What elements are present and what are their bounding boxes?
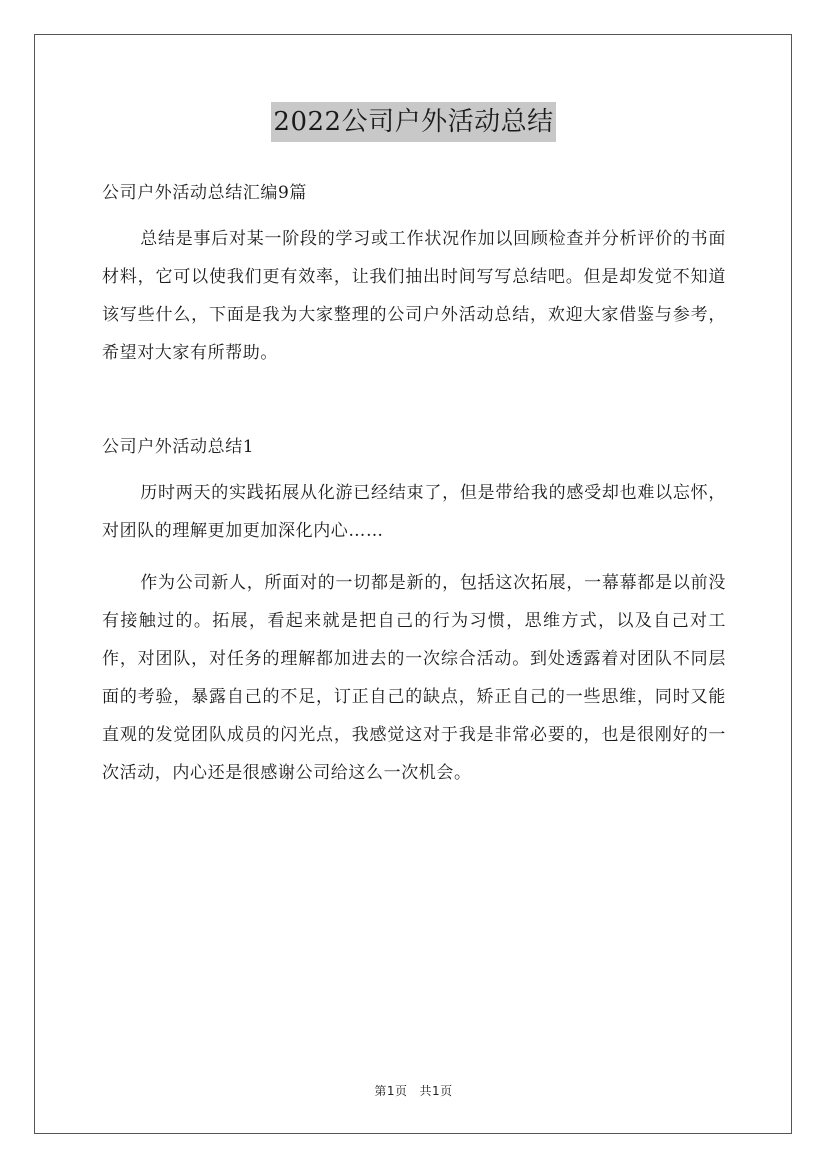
page-total: 共1页 bbox=[419, 1084, 453, 1098]
document-subtitle: 公司户外活动总结汇编9篇 bbox=[102, 183, 308, 203]
page-footer bbox=[0, 1082, 827, 1099]
body-paragraph-2: 作为公司新人，所面对的一切都是新的，包括这次拓展，一幕幕都是以前没有接触过的。拓展，看起来就是把自己的行为习惯，思维方式，以及自己对工作，对团队，对任务的理解都加进去的一次综合活动。到处透露着对团队不同层面的考验，暴露自己的不足，订正自己的缺点，矫正自己的一些思维，同时又能直观的发觉团队成员的闪光点，我感觉这对于我是非常必要的，也是很刚好的一次活动，内心还是很感谢公司给这么一次机会。 bbox=[102, 573, 726, 783]
section-heading: 公司户外活动总结1 bbox=[102, 437, 255, 457]
page-number: 第1页 bbox=[374, 1084, 408, 1098]
title-container bbox=[0, 102, 827, 142]
document-title: 2022公司户外活动总结 bbox=[271, 102, 555, 142]
section-spacer bbox=[102, 372, 726, 428]
intro-paragraph: 总结是事后对某一阶段的学习或工作状况作加以回顾检查并分析评价的书面材料，它可以使我们更有效率，让我们抽出时间写写总结吧。但是却发觉不知道该写些什么，下面是我为大家整理的公司户外活动总结，欢迎大家借鉴与参考，希望对大家有所帮助。 bbox=[102, 229, 726, 363]
body-paragraph-1: 历时两天的实践拓展从化游已经结束了，但是带给我的感受却也难以忘怀，对团队的理解更加更加深化内心…… bbox=[102, 483, 726, 541]
document-body bbox=[102, 174, 726, 792]
